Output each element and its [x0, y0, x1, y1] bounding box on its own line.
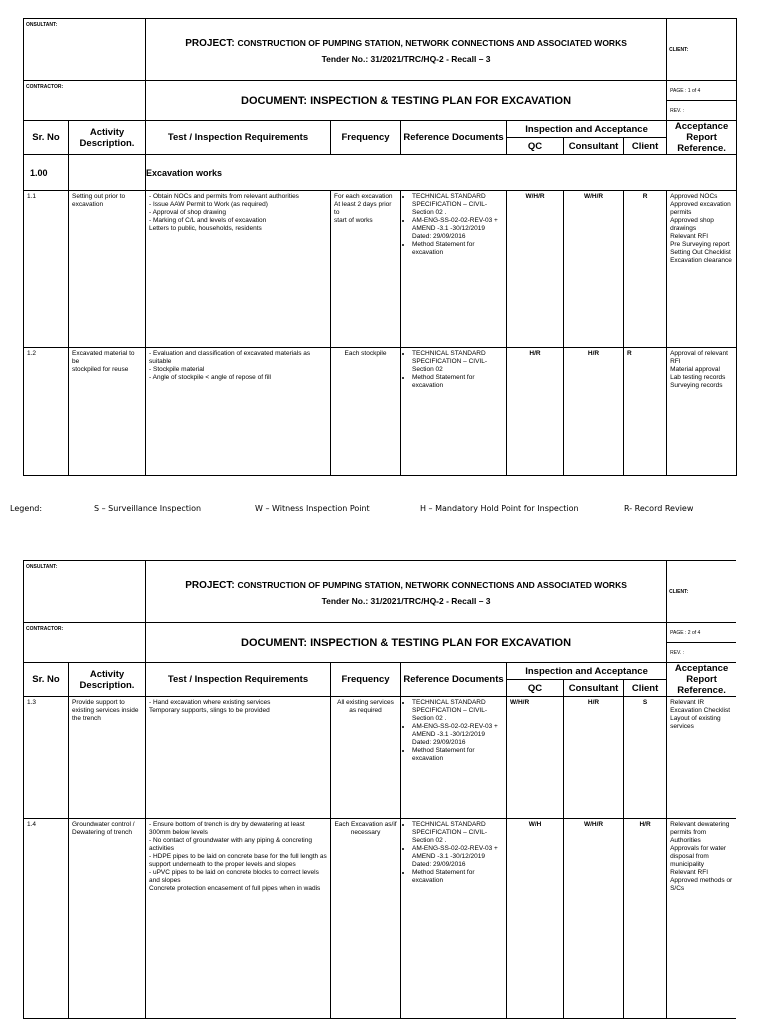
- test-item: - Stockpile material: [149, 366, 205, 373]
- row-qc: W/H/R: [507, 697, 564, 819]
- page-info: [667, 81, 737, 101]
- col-inspection: Inspection and Acceptance: [507, 663, 667, 680]
- reference-item: • Method Statement for excavation: [412, 747, 503, 763]
- itp-table: [23, 560, 736, 1019]
- client-label: CLIENT:: [667, 19, 737, 81]
- col-frequency: Frequency: [331, 663, 401, 697]
- legend-label: Legend:: [10, 504, 43, 513]
- row-frequency: For each excavation At least 2 days prior to start of works: [331, 191, 401, 348]
- client-label: CLIENT:: [667, 561, 736, 623]
- col-sr-no: Sr. No: [24, 663, 69, 697]
- row-activity: Setting out prior to excavation: [69, 191, 146, 348]
- test-item: - Angle of stockpile < angle of repose of fill: [149, 374, 271, 381]
- test-item: Temporary supports, slings to be provided: [149, 707, 270, 714]
- col-qc: QC: [507, 680, 564, 697]
- rev-info: [667, 101, 737, 121]
- row-number: 1.3: [24, 697, 69, 819]
- reference-item: • TECHNICAL STANDARD SPECIFICATION – CIVIL-Section 02 .: [412, 821, 503, 845]
- section-row: [24, 155, 737, 191]
- row-references: [401, 191, 507, 348]
- reference-item: • TECHNICAL STANDARD SPECIFICATION – CIVIL-Section 02 .: [412, 193, 503, 217]
- row-tests: [146, 348, 331, 476]
- row-number: 1.1: [24, 191, 69, 348]
- table-row: [24, 348, 737, 476]
- legend-surveillance: S – Surveillance Inspection: [94, 504, 202, 513]
- itp-page-1: [23, 18, 736, 516]
- contractor-label: CONTRACTOR:: [24, 81, 146, 121]
- row-consultant: W/H/R: [564, 191, 624, 348]
- test-item: - Ensure bottom of trench is dry by dewatering at least 300mm below levels: [149, 821, 305, 836]
- rev-value: :: [682, 107, 685, 114]
- row-tests: [146, 819, 331, 1019]
- consultant-label: ONSULTANT:: [24, 19, 146, 81]
- row-activity: Excavated material to be stockpiled for reuse: [69, 348, 146, 476]
- row-references: [401, 819, 507, 1019]
- reference-item: • Method Statement for excavation: [412, 869, 503, 885]
- row-acceptance: Relevant dewatering permits from Authorities Approvals for water disposal from municipality Relevant RFI Approved methods or S/Cs: [667, 819, 736, 1019]
- project-name: CONSTRUCTION OF PUMPING STATION, NETWORK CONNECTIONS AND ASSOCIATED WORKS: [237, 579, 627, 590]
- reference-item: • AM-ENG-SS-02-02-REV-03 + AMEND -3.1 -30/12/2019 Dated: 29/09/2016: [412, 217, 503, 241]
- rev-info: [667, 643, 736, 663]
- document-title: DOCUMENT: INSPECTION & TESTING PLAN FOR EXCAVATION: [146, 623, 667, 663]
- reference-item: • Method Statement for excavation: [412, 374, 503, 390]
- col-acceptance: Acceptance Report Reference.: [667, 121, 737, 155]
- legend-hold: H – Mandatory Hold Point for Inspection: [420, 504, 579, 513]
- document-title: DOCUMENT: INSPECTION & TESTING PLAN FOR EXCAVATION: [146, 81, 667, 121]
- legend-record: R- Record Review: [624, 504, 694, 513]
- project-prefix: PROJECT:: [185, 579, 235, 591]
- col-activity: Activity Description.: [69, 121, 146, 155]
- col-test: Test / Inspection Requirements: [146, 663, 331, 697]
- rev-label: REV.: [670, 107, 682, 114]
- row-acceptance: Approved NOCs Approved excavation permits Approved shop drawings Relevant RFI Pre Surveying report Setting Out Checklist Excavation clearance: [667, 191, 737, 348]
- test-item: - Evaluation and classification of excavated materials as suitable: [149, 350, 311, 365]
- reference-item: • TECHNICAL STANDARD SPECIFICATION – CIVIL-Section 02: [412, 350, 503, 374]
- reference-item: • AM-ENG-SS-02-02-REV-03 + AMEND -3.1 -30/12/2019 Dated: 29/09/2016: [412, 723, 503, 747]
- row-frequency: Each stockpile: [331, 348, 401, 476]
- project-name: CONSTRUCTION OF PUMPING STATION, NETWORK CONNECTIONS AND ASSOCIATED WORKS: [237, 37, 627, 48]
- reference-item: • TECHNICAL STANDARD SPECIFICATION – CIVIL-Section 02 .: [412, 699, 503, 723]
- col-qc: QC: [507, 138, 564, 155]
- project-title: [146, 561, 667, 623]
- col-sr-no: Sr. No: [24, 121, 69, 155]
- col-inspection: Inspection and Acceptance: [507, 121, 667, 138]
- reference-item: • Method Statement for excavation: [412, 241, 503, 257]
- col-frequency: Frequency: [331, 121, 401, 155]
- row-frequency: Each Excavation as/if necessary: [331, 819, 401, 1019]
- test-item: - Approval of shop drawing: [149, 209, 226, 216]
- page-info: [667, 623, 736, 643]
- test-item: Letters to public, households, residents: [149, 225, 262, 232]
- page-value: : 2 of 4: [685, 629, 701, 636]
- itp-table: [23, 18, 737, 476]
- legend: [10, 504, 750, 516]
- row-consultant: H/R: [564, 348, 624, 476]
- tender-number: Tender No.: 31/2021/TRC/HQ-2 - Recall – 3: [321, 53, 491, 64]
- row-acceptance: Relevant IR Excavation Checklist Layout of existing services: [667, 697, 736, 819]
- col-reference: Reference Documents: [401, 663, 507, 697]
- test-item: - Issue AAW Permit to Work (as required): [149, 201, 268, 208]
- page-label: PAGE: [670, 629, 684, 636]
- project-prefix: PROJECT:: [185, 37, 235, 49]
- row-activity: Provide support to existing services inside the trench: [69, 697, 146, 819]
- test-item: - No contact of groundwater with any piping & concreting activities: [149, 837, 312, 852]
- consultant-label: ONSULTANT:: [24, 561, 146, 623]
- test-item: - HDPE pipes to be laid on concrete base for the full length as support underneath to the proper levels and slopes: [149, 853, 327, 868]
- row-number: 1.4: [24, 819, 69, 1019]
- row-frequency: All existing services as required: [331, 697, 401, 819]
- row-acceptance: Approval of relevant RFI Material approval Lab testing records Surveying records: [667, 348, 737, 476]
- row-consultant: W/H/R: [564, 819, 624, 1019]
- row-consultant: H/R: [564, 697, 624, 819]
- row-client: R: [624, 191, 667, 348]
- tender-number: Tender No.: 31/2021/TRC/HQ-2 - Recall – 3: [321, 595, 491, 606]
- section-number: 1.00: [24, 155, 69, 191]
- project-title: [146, 19, 667, 81]
- row-client: R: [624, 348, 667, 476]
- row-client: H/R: [624, 819, 667, 1019]
- row-qc: W/H/R: [507, 191, 564, 348]
- col-activity: Activity Description.: [69, 663, 146, 697]
- legend-witness: W – Witness Inspection Point: [255, 504, 370, 513]
- page-label: PAGE: [670, 87, 684, 94]
- page-value: : 1 of 4: [685, 87, 701, 94]
- test-item: - Obtain NOCs and permits from relevant authorities: [149, 193, 299, 200]
- contractor-label: CONTRACTOR:: [24, 623, 146, 663]
- col-consultant: Consultant: [564, 680, 624, 697]
- rev-value: :: [682, 649, 685, 656]
- rev-label: REV.: [670, 649, 682, 656]
- row-number: 1.2: [24, 348, 69, 476]
- row-references: [401, 348, 507, 476]
- row-tests: [146, 191, 331, 348]
- row-references: [401, 697, 507, 819]
- col-client: Client: [624, 680, 667, 697]
- col-acceptance: Acceptance Report Reference.: [667, 663, 736, 697]
- test-item: - Marking of C/L and levels of excavation: [149, 217, 267, 224]
- section-title: Excavation works: [146, 155, 737, 191]
- col-reference: Reference Documents: [401, 121, 507, 155]
- row-qc: W/H: [507, 819, 564, 1019]
- table-row: [24, 697, 737, 819]
- test-item: - Hand excavation where existing services: [149, 699, 271, 706]
- table-row: [24, 819, 737, 1019]
- col-consultant: Consultant: [564, 138, 624, 155]
- test-item: - uPVC pipes to be laid on concrete blocks to correct levels and slopes: [149, 869, 319, 884]
- itp-page-2: [23, 560, 736, 1024]
- col-test: Test / Inspection Requirements: [146, 121, 331, 155]
- test-item: Concrete protection encasement of full pipes when in wadis: [149, 885, 321, 892]
- reference-item: • AM-ENG-SS-02-02-REV-03 + AMEND -3.1 -30/12/2019 Dated: 29/09/2016: [412, 845, 503, 869]
- table-row: [24, 191, 737, 348]
- row-qc: H/R: [507, 348, 564, 476]
- col-client: Client: [624, 138, 667, 155]
- row-activity: Groundwater control / Dewatering of trench: [69, 819, 146, 1019]
- row-client: S: [624, 697, 667, 819]
- row-tests: [146, 697, 331, 819]
